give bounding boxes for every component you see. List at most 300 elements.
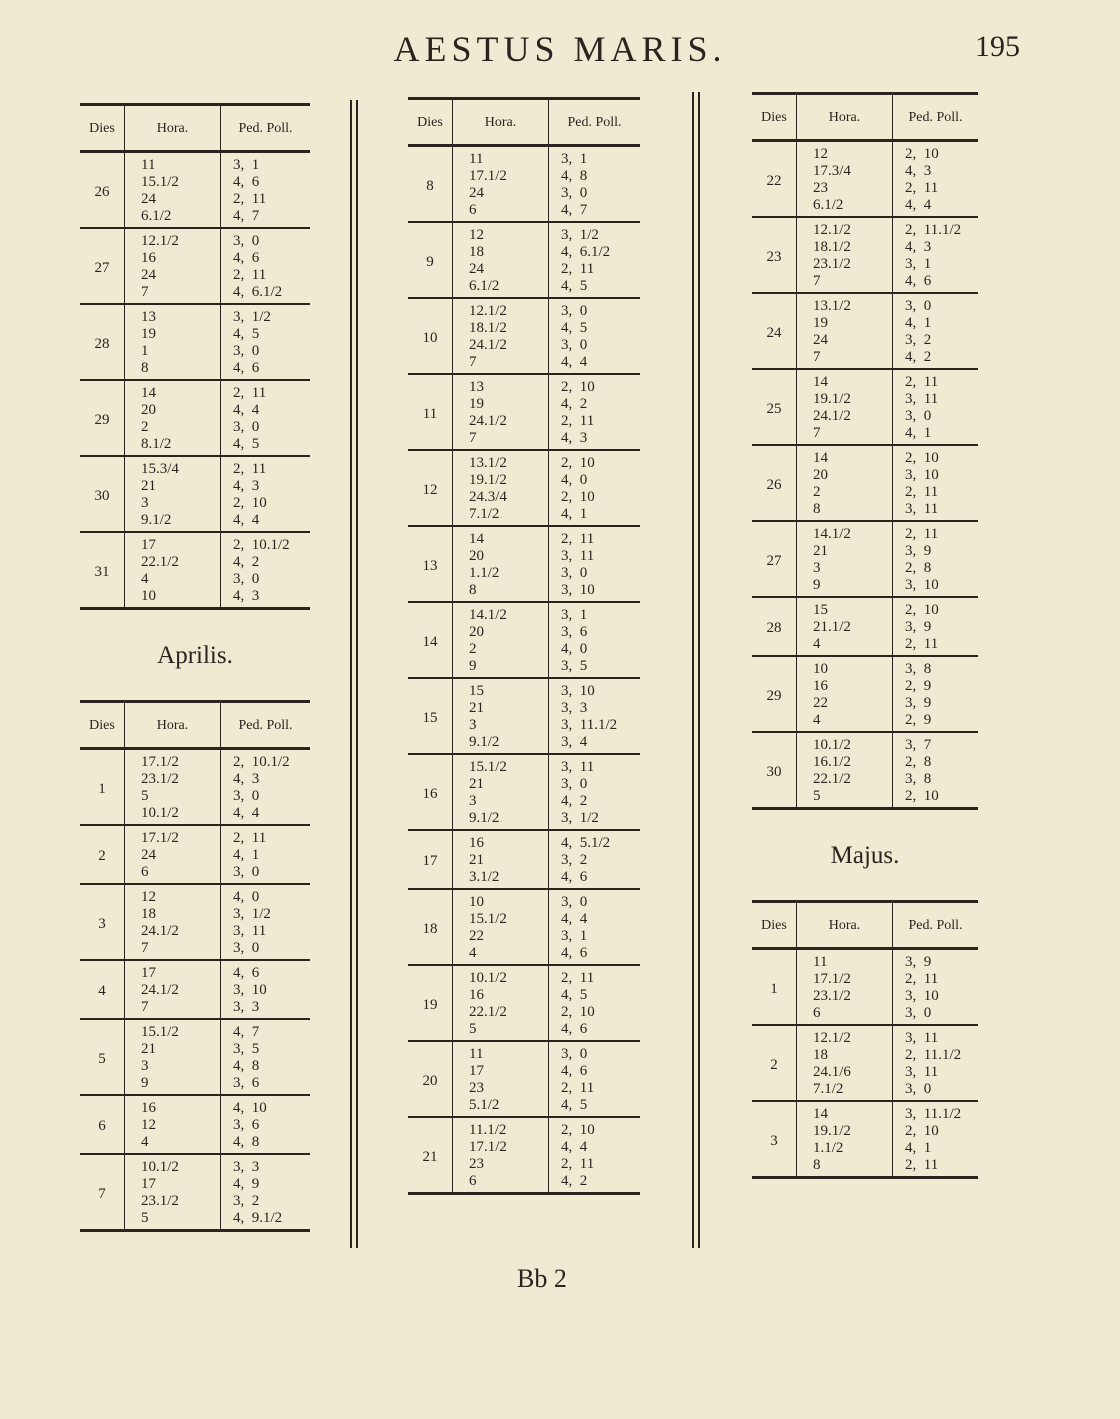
day-number: 9: [408, 222, 453, 298]
hora-cell: 20: [797, 467, 893, 484]
ped-poll-cell: 3, 3: [221, 999, 311, 1019]
table-row: [752, 445, 978, 467]
ped-poll-cell: 4, 4: [221, 512, 311, 532]
ped-poll-cell: 2, 11: [893, 1157, 979, 1178]
column-1: [80, 103, 310, 1232]
ped-poll-cell: 3, 3: [233, 1159, 260, 1175]
table-row: [408, 1117, 640, 1139]
ped-poll-cell: 4, 4: [549, 354, 641, 374]
table-row: [408, 374, 640, 396]
ped-poll-cell: 4, 3: [233, 478, 260, 494]
table-row: [408, 526, 640, 548]
hora-cell: 15.3/4: [125, 456, 221, 478]
hora-cell: 3: [453, 717, 549, 734]
tide-table: [80, 103, 310, 610]
hora-cell: 7: [125, 999, 221, 1019]
day-group: [80, 456, 310, 532]
ped-poll-cell: 4, 7: [549, 202, 641, 222]
ped-poll-cell: 4, 5: [549, 1097, 641, 1117]
ped-poll-cell: 3, 0: [233, 571, 260, 587]
hora-cell: 6.1/2: [797, 197, 893, 217]
ped-poll-cell: 3, 0: [233, 343, 260, 359]
ped-poll-cell: 2, 8: [905, 560, 932, 576]
day-number: 17: [408, 830, 453, 889]
ped-poll-cell: 4, 6: [893, 273, 979, 293]
day-group: [408, 298, 640, 374]
hora-cell: 24.1/2: [453, 337, 549, 354]
ped-poll-cell: 3, 5: [233, 1041, 260, 1057]
table-row: [408, 678, 640, 700]
hora-cell: 17: [453, 1063, 549, 1080]
hora-cell: 2: [453, 641, 549, 658]
hora-cell: 22: [797, 695, 893, 712]
ped-poll-cell: 3, 8: [905, 771, 932, 787]
hora-cell: 24: [125, 847, 221, 864]
ped-poll-cell: 4, 8: [233, 1058, 260, 1074]
day-number: 21: [408, 1117, 453, 1194]
page-number: 195: [975, 30, 1020, 63]
hora-cell: 12.1/2: [125, 228, 221, 250]
table-row: [408, 146, 640, 169]
ped-poll-cell: 2, 10: [561, 1004, 595, 1020]
ped-poll-cell: 2, 11: [561, 531, 595, 547]
ped-poll-cell: 4, 4: [561, 1139, 588, 1155]
hora-cell: 24.3/4: [453, 489, 549, 506]
column-2: [408, 97, 640, 1195]
day-group: [752, 949, 978, 1026]
hora-cell: 15.1/2: [125, 1019, 221, 1041]
ped-poll-cell: 4, 1: [549, 506, 641, 526]
hora-cell: 10.1/2: [125, 805, 221, 825]
table-row: [408, 965, 640, 987]
ped-poll-cell: 2, 10.1/2: [233, 537, 290, 553]
table-row: [80, 532, 310, 554]
day-group: [752, 445, 978, 521]
hora-cell: 1: [125, 343, 221, 360]
ped-poll-cell: 4, 1: [233, 847, 260, 863]
ped-poll-cell: 4, 7: [221, 208, 311, 228]
hora-cell: 24.1/6: [797, 1064, 893, 1081]
hora-cell: 8: [797, 1157, 893, 1178]
day-group: [80, 228, 310, 304]
ped-poll-cell: 3, 0: [561, 894, 588, 910]
hora-cell: 17.1/2: [797, 971, 893, 988]
hora-cell: 3: [125, 495, 221, 512]
ped-poll-cell: 3, 10: [905, 988, 939, 1004]
table-row: [752, 217, 978, 239]
ped-poll-cell: 2, 11: [233, 385, 267, 401]
hora-cell: 9: [125, 1075, 221, 1095]
table-row: [80, 380, 310, 402]
hora-cell: 16: [125, 1095, 221, 1117]
ped-poll-cell: 4, 2: [893, 349, 979, 369]
table-row: [80, 152, 310, 175]
ped-poll-header: Ped. Poll.: [221, 105, 311, 152]
tide-table: [752, 92, 978, 810]
ped-poll-cell: 3, 1: [233, 157, 260, 173]
hora-cell: 20: [453, 548, 549, 565]
hora-cell: 8: [797, 501, 893, 521]
ped-poll-cell: 4, 2: [561, 396, 588, 412]
hora-cell: 10: [797, 656, 893, 678]
ped-poll-cell: 4, 2: [233, 554, 260, 570]
hora-cell: 11: [453, 1041, 549, 1063]
hora-cell: 15.1/2: [125, 174, 221, 191]
month-title: Majus.: [830, 842, 900, 869]
hora-cell: 6: [453, 202, 549, 222]
ped-poll-cell: 3, 0: [233, 233, 260, 249]
hora-cell: 15.1/2: [453, 754, 549, 776]
hora-cell: 19: [797, 315, 893, 332]
ped-poll-cell: 3, 0: [561, 1046, 588, 1062]
hora-cell: 18.1/2: [453, 320, 549, 337]
ped-poll-cell: 3, 11.1/2: [561, 717, 618, 733]
hora-cell: 14: [453, 526, 549, 548]
ped-poll-cell: 3, 1/2: [233, 906, 271, 922]
day-number: 28: [752, 597, 797, 656]
hora-cell: 10.1/2: [125, 1154, 221, 1176]
ped-poll-cell: 2, 10: [561, 1122, 595, 1138]
ped-poll-cell: 4, 1: [905, 1140, 932, 1156]
hora-cell: 21.1/2: [797, 619, 893, 636]
ped-poll-cell: 3, 11: [905, 1030, 939, 1046]
ped-poll-header: Ped. Poll.: [549, 99, 641, 146]
day-number: 2: [80, 825, 125, 884]
ped-poll-cell: 3, 10: [905, 467, 939, 483]
ped-poll-cell: 3, 11: [561, 548, 595, 564]
hora-cell: 21: [453, 852, 549, 869]
ped-poll-cell: 4, 5: [221, 436, 311, 456]
hora-cell: 1.1/2: [453, 565, 549, 582]
day-number: 20: [408, 1041, 453, 1117]
column-divider: [692, 92, 700, 1248]
ped-poll-cell: 3, 6: [233, 1117, 260, 1133]
hora-header: Hora.: [125, 105, 221, 152]
ped-poll-cell: 4, 2: [549, 1173, 641, 1194]
hora-cell: 3.1/2: [453, 869, 549, 889]
ped-poll-cell: 2, 10: [561, 455, 595, 471]
day-group: [408, 450, 640, 526]
ped-poll-cell: 3, 9: [905, 954, 932, 970]
hora-cell: 5: [797, 788, 893, 809]
hora-cell: 15.1/2: [453, 911, 549, 928]
day-group: [80, 152, 310, 229]
hora-cell: 22.1/2: [125, 554, 221, 571]
ped-poll-cell: 4, 5: [561, 320, 588, 336]
hora-cell: 24.1/2: [125, 923, 221, 940]
hora-cell: 7: [797, 425, 893, 445]
hora-cell: 12: [797, 141, 893, 164]
ped-poll-cell: 2, 10: [233, 495, 267, 511]
ped-poll-cell: 3, 0: [561, 776, 588, 792]
ped-poll-cell: 3, 1/2: [549, 810, 641, 830]
hora-cell: 14: [797, 445, 893, 467]
ped-poll-cell: 3, 0: [905, 298, 932, 314]
ped-poll-cell: 3, 11: [561, 759, 595, 775]
ped-poll-cell: 2, 11: [905, 484, 939, 500]
ped-poll-cell: 4, 5.1/2: [561, 835, 611, 851]
hora-header: Hora.: [797, 902, 893, 949]
hora-cell: 20: [453, 624, 549, 641]
ped-poll-cell: 4, 1: [893, 425, 979, 445]
hora-cell: 20: [125, 402, 221, 419]
hora-cell: 18: [125, 906, 221, 923]
day-group: [80, 1154, 310, 1231]
hora-cell: 12.1/2: [453, 298, 549, 320]
ped-poll-header: Ped. Poll.: [221, 702, 311, 749]
hora-cell: 5: [125, 1210, 221, 1231]
day-group: [752, 369, 978, 445]
day-number: 4: [80, 960, 125, 1019]
ped-poll-cell: 2, 10: [905, 602, 939, 618]
day-group: [752, 521, 978, 597]
ped-poll-cell: 3, 0: [561, 565, 588, 581]
day-group: [408, 889, 640, 965]
hora-cell: 6: [797, 1005, 893, 1025]
day-number: 8: [408, 146, 453, 223]
hora-cell: 12: [125, 1117, 221, 1134]
hora-cell: 4: [797, 636, 893, 656]
ped-poll-cell: 2, 11: [233, 267, 267, 283]
ped-poll-cell: 2, 11: [561, 1156, 595, 1172]
day-number: 3: [80, 884, 125, 960]
hora-cell: 5.1/2: [453, 1097, 549, 1117]
ped-poll-cell: 3, 3: [561, 700, 588, 716]
ped-poll-cell: 2, 11: [893, 636, 979, 656]
hora-header: Hora.: [797, 94, 893, 141]
ped-poll-cell: 4, 1: [905, 315, 932, 331]
hora-cell: 10.1/2: [797, 732, 893, 754]
hora-cell: 11: [453, 146, 549, 169]
month-title: Aprilis.: [157, 642, 233, 669]
ped-poll-cell: 3, 11: [233, 923, 267, 939]
hora-cell: 18: [453, 244, 549, 261]
day-number: 11: [408, 374, 453, 450]
ped-poll-cell: 3, 0: [561, 185, 588, 201]
hora-cell: 17.1/2: [453, 168, 549, 185]
day-number: 22: [752, 141, 797, 218]
hora-cell: 16: [453, 987, 549, 1004]
day-number: 24: [752, 293, 797, 369]
ped-poll-cell: 3, 10: [549, 582, 641, 602]
hora-cell: 3: [453, 793, 549, 810]
day-group: [408, 602, 640, 678]
day-group: [408, 222, 640, 298]
dies-header: Dies: [752, 94, 797, 141]
hora-cell: 1.1/2: [797, 1140, 893, 1157]
hora-cell: 2: [125, 419, 221, 436]
ped-poll-cell: 4, 3: [549, 430, 641, 450]
hora-cell: 19.1/2: [797, 1123, 893, 1140]
table-row: [408, 602, 640, 624]
ped-poll-cell: 3, 0: [561, 337, 588, 353]
hora-cell: 15: [453, 678, 549, 700]
ped-poll-cell: 4, 5: [561, 987, 588, 1003]
day-group: [80, 304, 310, 380]
day-number: 1: [80, 749, 125, 826]
table-row: [752, 949, 978, 972]
table-row: [80, 1154, 310, 1176]
table-row: [752, 1101, 978, 1123]
ped-poll-cell: 2, 10: [893, 788, 979, 809]
hora-cell: 24.1/2: [125, 982, 221, 999]
ped-poll-cell: 4, 0: [233, 889, 260, 905]
hora-cell: 11: [125, 152, 221, 175]
table-row: [80, 960, 310, 982]
day-number: 1: [752, 949, 797, 1026]
ped-poll-cell: 2, 11.1/2: [905, 1047, 962, 1063]
ped-poll-cell: 2, 10: [905, 1123, 939, 1139]
ped-poll-cell: 4, 5: [233, 326, 260, 342]
ped-poll-cell: 2, 11: [561, 1080, 595, 1096]
day-group: [408, 374, 640, 450]
day-number: 31: [80, 532, 125, 609]
day-number: 27: [80, 228, 125, 304]
hora-cell: 16.1/2: [797, 754, 893, 771]
table-row: [752, 141, 978, 164]
hora-cell: 10.1/2: [453, 965, 549, 987]
table-row: [752, 597, 978, 619]
day-group: [80, 1095, 310, 1154]
hora-cell: 2: [797, 484, 893, 501]
page-title: AESTUS MARIS.: [393, 29, 727, 69]
ped-poll-cell: 3, 0: [233, 788, 260, 804]
hora-cell: 9.1/2: [453, 734, 549, 754]
hora-header: Hora.: [453, 99, 549, 146]
hora-cell: 23: [797, 180, 893, 197]
tide-table: [80, 700, 310, 1232]
ped-poll-cell: 3, 1: [561, 151, 588, 167]
hora-cell: 16: [453, 830, 549, 852]
ped-poll-cell: 2, 11: [233, 461, 267, 477]
tide-table: [408, 97, 640, 1195]
hora-cell: 19.1/2: [797, 391, 893, 408]
day-number: 18: [408, 889, 453, 965]
hora-cell: 6.1/2: [125, 208, 221, 228]
ped-poll-cell: 4, 3: [905, 163, 932, 179]
ped-poll-cell: 4, 8: [561, 168, 588, 184]
table-row: [80, 1019, 310, 1041]
signature-mark: Bb 2: [517, 1264, 567, 1293]
day-group: [752, 732, 978, 809]
day-group: [80, 749, 310, 826]
day-group: [80, 825, 310, 884]
dies-header: Dies: [408, 99, 453, 146]
day-number: 5: [80, 1019, 125, 1095]
hora-cell: 14: [797, 1101, 893, 1123]
day-number: 12: [408, 450, 453, 526]
ped-poll-cell: 4, 6: [221, 360, 311, 380]
day-number: 25: [752, 369, 797, 445]
ped-poll-cell: 3, 11: [905, 391, 939, 407]
ped-poll-cell: 4, 4: [221, 805, 311, 825]
hora-cell: 8.1/2: [125, 436, 221, 456]
table-row: [80, 749, 310, 772]
ped-poll-cell: 2, 11: [561, 261, 595, 277]
hora-cell: 19.1/2: [453, 472, 549, 489]
hora-cell: 24: [453, 185, 549, 202]
table-row: [752, 1025, 978, 1047]
day-group: [408, 526, 640, 602]
day-group: [80, 960, 310, 1019]
ped-poll-cell: 3, 1: [561, 928, 588, 944]
ped-poll-cell: 3, 11: [893, 501, 979, 521]
hora-cell: 23.1/2: [125, 1193, 221, 1210]
ped-poll-cell: 3, 0: [893, 1005, 979, 1025]
hora-cell: 17.1/2: [453, 1139, 549, 1156]
hora-cell: 3: [797, 560, 893, 577]
ped-poll-cell: 4, 10: [233, 1100, 267, 1116]
day-number: 19: [408, 965, 453, 1041]
day-group: [752, 293, 978, 369]
ped-poll-cell: 3, 0: [905, 408, 932, 424]
dies-header: Dies: [80, 702, 125, 749]
ped-poll-cell: 3, 2: [561, 852, 588, 868]
ped-poll-cell: 2, 11: [905, 374, 939, 390]
ped-poll-cell: 2, 11: [905, 526, 939, 542]
day-group: [752, 597, 978, 656]
ped-poll-cell: 3, 11: [905, 1064, 939, 1080]
hora-cell: 14: [797, 369, 893, 391]
table-row: [80, 304, 310, 326]
ped-poll-cell: 3, 0: [233, 419, 260, 435]
ped-poll-cell: 3, 7: [905, 737, 932, 753]
hora-cell: 17: [125, 960, 221, 982]
day-group: [752, 141, 978, 218]
hora-cell: 17.1/2: [125, 825, 221, 847]
table-row: [752, 369, 978, 391]
hora-cell: 14.1/2: [797, 521, 893, 543]
ped-poll-cell: 3, 1/2: [561, 227, 599, 243]
hora-cell: 10: [125, 588, 221, 609]
hora-cell: 7.1/2: [453, 506, 549, 526]
hora-cell: 18: [797, 1047, 893, 1064]
ped-poll-cell: 2, 11: [233, 191, 267, 207]
ped-poll-cell: 4, 6: [549, 1021, 641, 1041]
day-number: 3: [752, 1101, 797, 1178]
hora-cell: 16: [125, 250, 221, 267]
hora-cell: 11.1/2: [453, 1117, 549, 1139]
ped-poll-cell: 2, 10: [905, 146, 939, 162]
hora-cell: 13: [453, 374, 549, 396]
ped-poll-cell: 3, 6: [221, 1075, 311, 1095]
hora-cell: 23: [453, 1080, 549, 1097]
table-row: [408, 1041, 640, 1063]
hora-cell: 17.3/4: [797, 163, 893, 180]
hora-cell: 17: [125, 1176, 221, 1193]
dies-header: Dies: [80, 105, 125, 152]
ped-poll-header: Ped. Poll.: [893, 94, 979, 141]
ped-poll-cell: 4, 6: [233, 174, 260, 190]
hora-cell: 14: [125, 380, 221, 402]
hora-cell: 7.1/2: [797, 1081, 893, 1101]
ped-poll-cell: 2, 9: [893, 712, 979, 732]
hora-cell: 17.1/2: [125, 749, 221, 772]
hora-cell: 24.1/2: [453, 413, 549, 430]
table-row: [752, 293, 978, 315]
hora-cell: 12.1/2: [797, 1025, 893, 1047]
hora-cell: 4: [125, 1134, 221, 1154]
hora-cell: 4: [453, 945, 549, 965]
ped-poll-cell: 4, 6: [561, 1063, 588, 1079]
day-group: [752, 656, 978, 732]
ped-poll-cell: 4, 4: [561, 911, 588, 927]
ped-poll-cell: 2, 8: [905, 754, 932, 770]
day-group: [80, 1019, 310, 1095]
ped-poll-cell: 4, 4: [893, 197, 979, 217]
hora-cell: 22.1/2: [453, 1004, 549, 1021]
table-row: [752, 656, 978, 678]
